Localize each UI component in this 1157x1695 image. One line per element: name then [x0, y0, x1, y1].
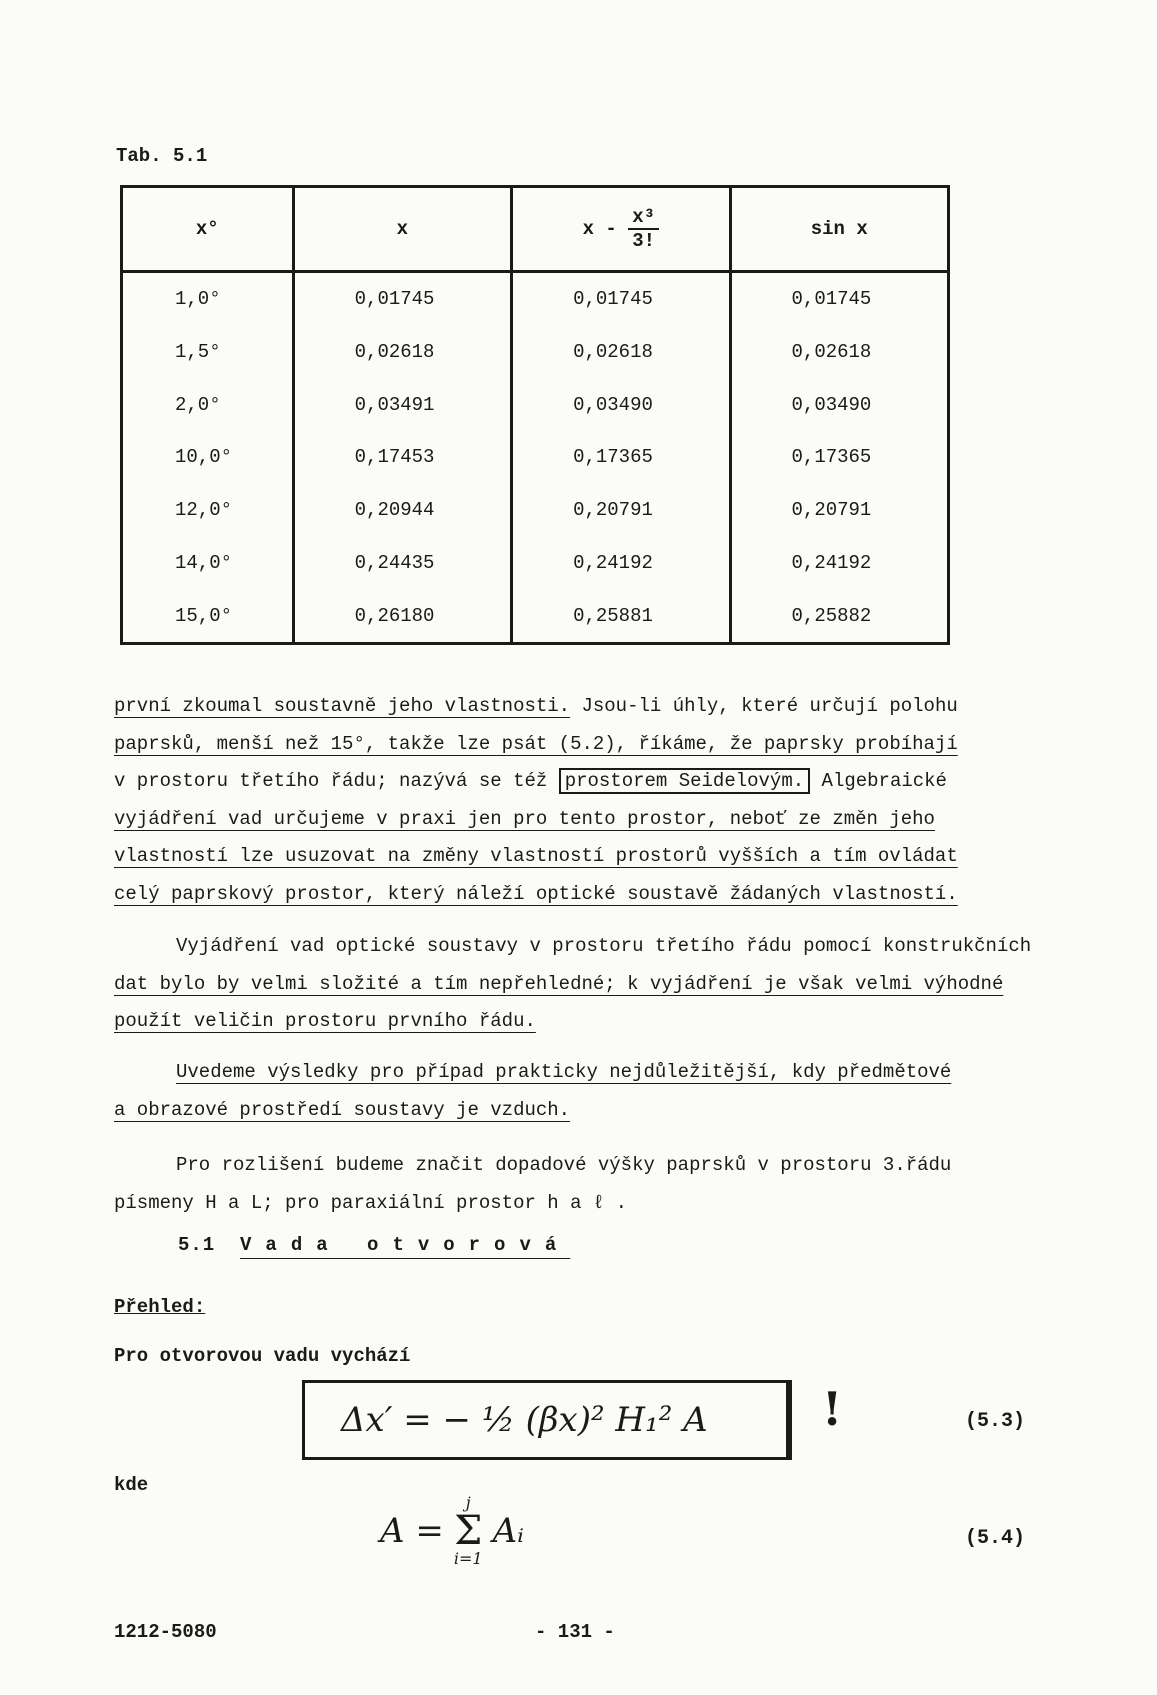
text-line: Vyjádření vad optické soustavy v prostoru třetího řádu pomocí konstrukčních — [176, 935, 1032, 957]
fraction-numerator: x³ — [628, 206, 659, 230]
overview-label: Přehled: — [114, 1296, 206, 1318]
cell-degrees: 14,0° — [175, 551, 233, 574]
equation-5-4 — [380, 1495, 524, 1567]
cell-series: 0,17365 — [512, 431, 730, 484]
cell-series: 0,03490 — [512, 378, 730, 431]
fraction — [628, 206, 659, 252]
table-row — [122, 431, 949, 484]
table-row — [122, 272, 949, 326]
text-line: použít veličin prostoru prvního řádu. — [114, 1010, 536, 1032]
header-series — [512, 187, 730, 272]
equation-term: Aᵢ — [492, 1511, 524, 1551]
header-x: x — [293, 187, 511, 272]
cell-x: 0,02618 — [293, 326, 511, 379]
underlined-text: první zkoumal soustavně jeho vlastnosti. — [114, 695, 571, 717]
sum-upper: j — [465, 1493, 471, 1512]
cell-series: 0,20791 — [512, 484, 730, 537]
text-line: celý paprskový prostor, který náleží optické soustavě žádaných vlastností. — [114, 882, 958, 905]
text-line: vyjádření vad určujeme v praxi jen pro tento prostor, neboť ze změn jeho — [114, 807, 935, 830]
text-span: Algebraické — [810, 770, 947, 792]
text-line: dat bylo by velmi složité a tím nepřehledné; k vyjádření je však velmi výhodné — [114, 972, 1004, 995]
cell-degrees: 15,0° — [175, 604, 233, 627]
text-line: Pro rozlišení budeme značit dopadové výšky paprsků v prostoru 3.řádu — [176, 1154, 952, 1176]
cell-degrees: 2,0° — [175, 393, 221, 416]
document-code: 1212-5080 — [114, 1621, 217, 1643]
equation-lhs: A = — [380, 1511, 444, 1551]
table-row — [122, 589, 949, 643]
text-line: Uvedeme výsledky pro případ prakticky nejdůležitější, kdy předmětové — [176, 1061, 952, 1083]
paragraph-expression — [114, 928, 1114, 1041]
page-number: - 131 - — [535, 1621, 615, 1643]
table-row — [122, 537, 949, 590]
header-degrees: x° — [122, 187, 294, 272]
text-line — [114, 763, 1039, 801]
table-caption: Tab. 5.1 — [116, 145, 208, 167]
cell-x: 0,17453 — [293, 431, 511, 484]
cell-sin: 0,20791 — [730, 484, 948, 537]
table-row — [122, 326, 949, 379]
text-line: paprsků, menší než 15°, takže lze psát (5.2), říkáme, že paprsky probíhají — [114, 732, 958, 755]
cell-degrees: 1,5° — [175, 341, 221, 364]
paragraph-seidel-space — [114, 688, 1039, 913]
cell-sin: 0,02618 — [730, 326, 948, 379]
text-line: vlastností lze usuzovat na změny vlastností prostorů vyšších a tím ovládat — [114, 845, 958, 867]
cell-x: 0,26180 — [293, 589, 511, 643]
equation-number: (5.3) — [965, 1410, 1026, 1433]
cell-series: 0,25881 — [512, 589, 730, 643]
section-heading — [178, 1234, 570, 1256]
equation-number: (5.4) — [965, 1527, 1026, 1550]
header-series-prefix: x - — [582, 218, 629, 241]
cell-sin: 0,03490 — [730, 378, 948, 431]
cell-series: 0,24192 — [512, 537, 730, 590]
section-number: 5.1 — [178, 1234, 216, 1256]
section-title: Vada otvorová — [240, 1234, 571, 1256]
fraction-denominator: 3! — [632, 230, 655, 252]
sum-lower: i=1 — [453, 1549, 483, 1568]
cell-degrees: 10,0° — [175, 446, 233, 469]
cell-x: 0,01745 — [293, 272, 511, 326]
table-header-row — [122, 187, 949, 272]
paragraph-notation — [114, 1147, 1064, 1222]
summation — [454, 1495, 483, 1567]
paragraph-results — [114, 1054, 1064, 1129]
cell-degrees: 12,0° — [175, 499, 233, 522]
text-line: a obrazové prostředí soustavy je vzduch. — [114, 1098, 571, 1121]
boxed-term: prostorem Seidelovým. — [559, 768, 810, 794]
text-line: písmeny H a L; pro paraxiální prostor h a ℓ . — [114, 1191, 628, 1214]
sum-symbol: Σ — [454, 1508, 483, 1554]
values-table — [120, 185, 950, 645]
header-sin: sin x — [730, 187, 948, 272]
cell-sin: 0,24192 — [730, 537, 948, 590]
text-span: v prostoru třetího řádu; nazývá se též — [114, 770, 559, 792]
cell-sin: 0,17365 — [730, 431, 948, 484]
equation-5-3: Δx′ = − ½ (βx)² H₁² A — [302, 1380, 792, 1460]
cell-series: 0,01745 — [512, 272, 730, 326]
kde-label: kde — [114, 1474, 149, 1496]
table-row — [122, 484, 949, 537]
cell-x: 0,20944 — [293, 484, 511, 537]
text-line — [114, 688, 1039, 726]
cell-sin: 0,01745 — [730, 272, 948, 326]
cell-x: 0,03491 — [293, 378, 511, 431]
table-row — [122, 378, 949, 431]
text-span: Jsou-li úhly, které určují polohu — [570, 695, 958, 717]
exclamation-mark: ! — [822, 1382, 843, 1436]
cell-sin: 0,25882 — [730, 589, 948, 643]
cell-series: 0,02618 — [512, 326, 730, 379]
cell-x: 0,24435 — [293, 537, 511, 590]
intro-text: Pro otvorovou vadu vychází — [114, 1345, 411, 1367]
cell-degrees: 1,0° — [175, 288, 221, 311]
